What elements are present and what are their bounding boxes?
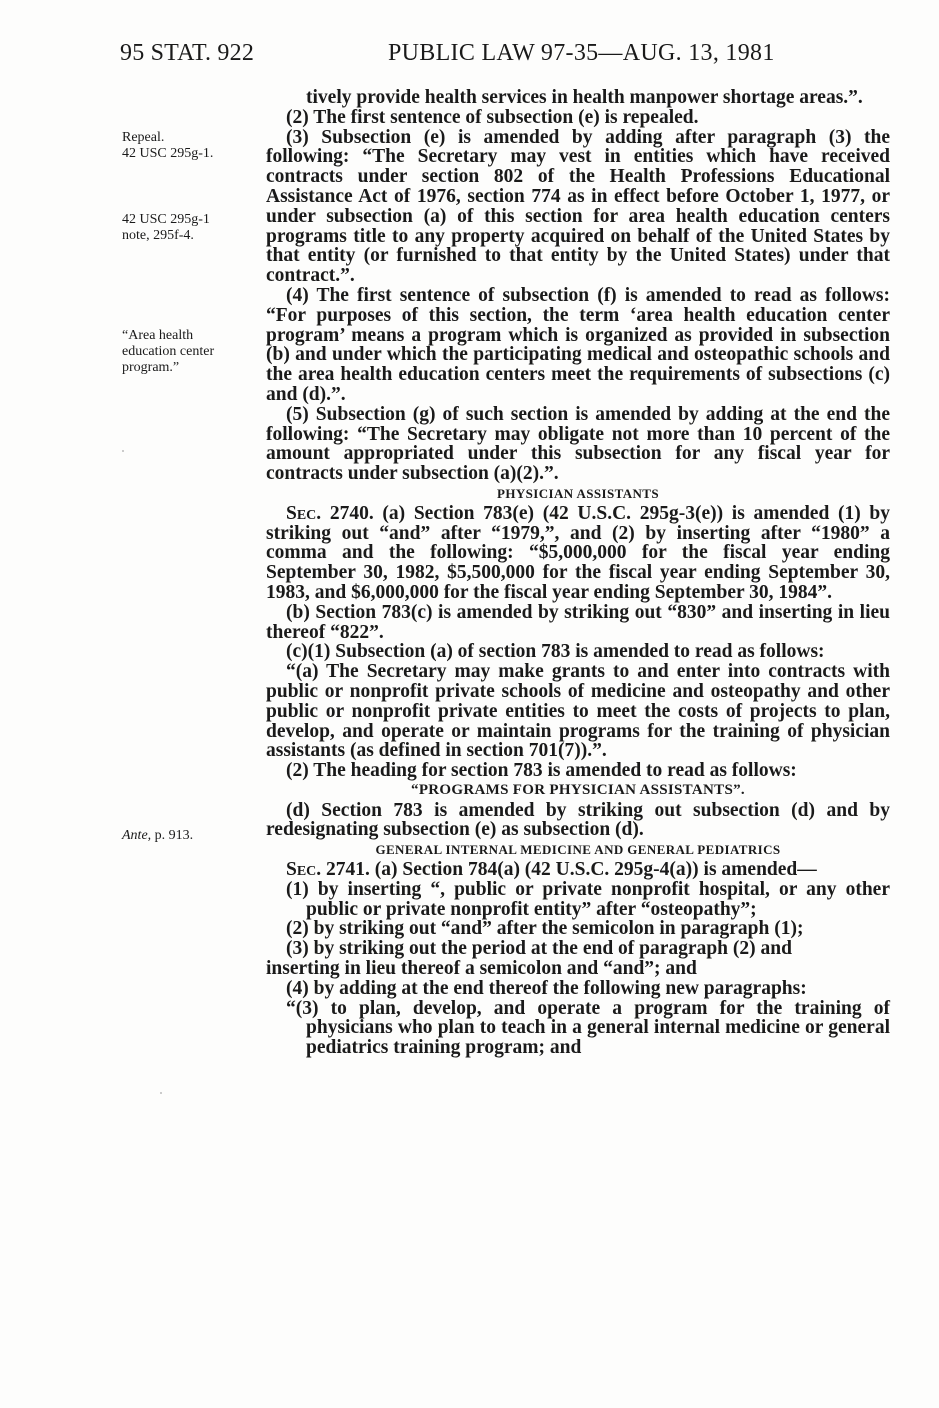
body-text [266, 88, 890, 1058]
section-heading-physician-assistants: PHYSICIAN ASSISTANTS [496, 485, 659, 501]
margin-note-line: “Area health [122, 328, 194, 343]
margin-note-line: Repeal. [122, 130, 165, 145]
list-item: (2) by striking out “and” after the semicolon in paragraph (1); [286, 918, 804, 940]
section-text: 2741. (a) Section 784(a) (42 U.S.C. 295g-4(a)) is amended— [321, 859, 817, 881]
margin-note-line: education center [122, 344, 215, 359]
statute-page-number: 95 STAT. 922 [120, 40, 255, 66]
scan-artifact [160, 1092, 162, 1094]
paragraph: (d) Section 783 is amended by striking out subsection (d) and by redesignating subsection (e) as subsection (d). [266, 799, 890, 841]
section-heading-general-medicine: GENERAL INTERNAL MEDICINE AND GENERAL PEDIATRICS [375, 842, 781, 858]
margin-note-line: note, 295f-4. [122, 228, 194, 243]
section-label: Sec. [286, 859, 322, 881]
paragraph: (4) The first sentence of subsection (f) is amended to read as follows: “For purposes of this section, the term ‘area health education center program’ means a program which is organized as provided in subsection (b) and under which the participating medical and osteopathic schools and the area health education centers meet the requirements of subsections (c) and (d).”. [266, 284, 890, 405]
margin-note-line: 42 USC 295g-1 [122, 212, 210, 227]
list-item: (3) by striking out the period at the end of paragraph (2) and [286, 938, 792, 960]
section-2740 [266, 504, 890, 603]
list-item-continuation: inserting in lieu thereof a semicolon and “and”; and [266, 958, 697, 980]
margin-note-line: program.” [122, 360, 180, 375]
margin-note-line: 42 USC 295g-1. [122, 146, 214, 161]
list-item: (4) by adding at the end thereof the following new paragraphs: [286, 977, 807, 999]
margin-note-ante-italic: Ante, [122, 828, 152, 843]
scan-artifact [122, 450, 124, 452]
margin-note-ante [122, 828, 257, 844]
paragraph: tively provide health services in health manpower shortage areas.”. [306, 87, 863, 108]
paragraph: (c)(1) Subsection (a) of section 783 is amended to read as follows: [286, 641, 825, 663]
quoted-list-item: “(3) to plan, develop, and operate a program for the training of physicians who plan to teach in a general internal medicine or general pediatrics training program; and [286, 997, 890, 1059]
list-item: (1) by inserting “, public or private nonprofit hospital, or any other public or private nonprofit entity” after “osteopathy”; [286, 878, 890, 920]
quoted-paragraph: “(a) The Secretary may make grants to and enter into contracts with public or nonprofit private schools of medicine and osteopathy and other public or nonprofit private entities to meet the costs of projects to plan, develop, and operate or maintain programs for the training of physician assistants (as defined in section 701(7)).”. [266, 661, 890, 762]
margin-note-ahec [122, 328, 257, 376]
paragraph: (2) The first sentence of subsection (e) is repealed. [286, 106, 699, 128]
public-law-title: PUBLIC LAW 97-35—AUG. 13, 1981 [388, 40, 775, 66]
margin-note-repeal [122, 130, 257, 162]
quoted-heading-programs: “PROGRAMS FOR PHYSICIAN ASSISTANTS”. [411, 781, 745, 798]
section-label: Sec. [286, 502, 322, 524]
paragraph: (2) The heading for section 783 is amended to read as follows: [286, 760, 797, 782]
paragraph: (3) Subsection (e) is amended by adding after paragraph (3) the following: “The Secretary may vest in entities which have received contracts under section 802 of the Health Professions Educational Assistance Act of 1976, section 774 as in effect before October 1, 1977, or under subsection (a) of this section for area health education centers programs title to any property acquired on behalf of the United States by that entity (or furnished to that entity by the United States) under that contract.”. [266, 126, 890, 287]
section-text: 2740. (a) Section 783(e) (42 U.S.C. 295g-3(e)) is amended (1) by striking out “and” after “1979,”, and (2) by inserting after “1980” a comma and the following: “$5,000,000 for the fiscal year ending September 30, 1982, $5,500,000 for the fiscal year ending September 30, 1983, and $6,000,000 for the fiscal year ending September 30, 1984”. [266, 502, 890, 603]
margin-note-usc [122, 212, 257, 244]
margin-note-ante-page: p. 913. [151, 828, 194, 843]
margin-note-line [122, 828, 257, 844]
section-2741 [266, 860, 890, 880]
paragraph: (b) Section 783(c) is amended by striking out “830” and inserting in lieu thereof “822”. [266, 601, 890, 643]
page-header [120, 40, 840, 74]
paragraph: (5) Subsection (g) of such section is amended by adding at the end the following: “The Secretary may obligate not more than 10 percent of the amount appropriated under this subsection for any fiscal year for contracts under subsection (a)(2).”. [266, 403, 890, 485]
